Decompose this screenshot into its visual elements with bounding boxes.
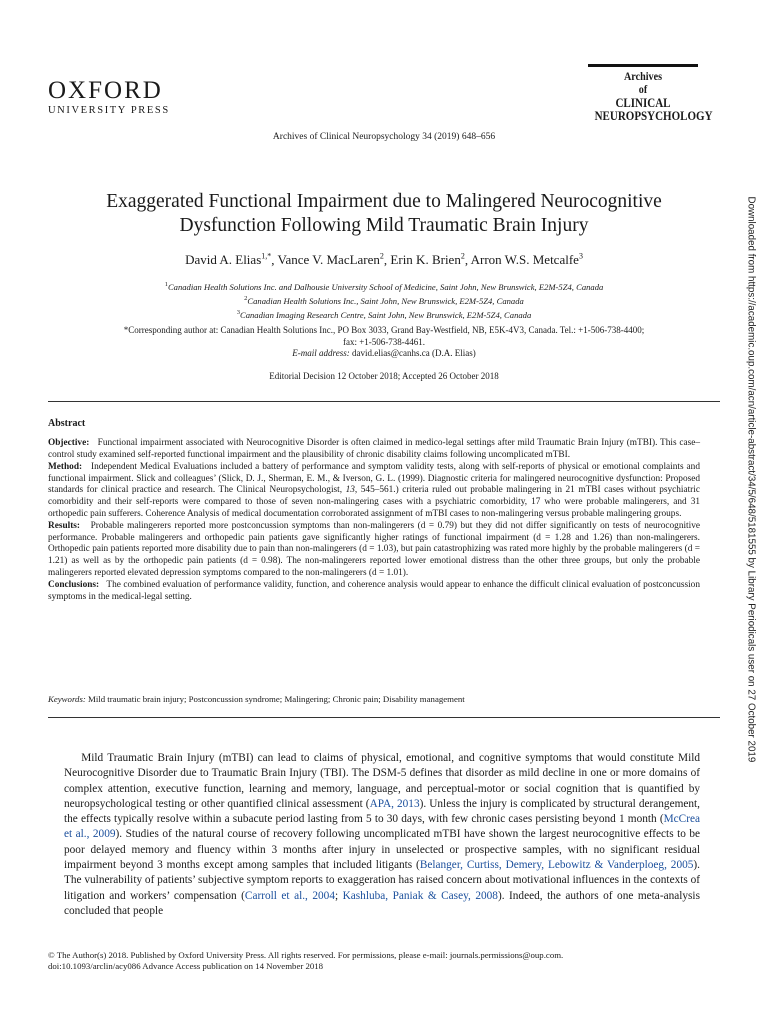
abstract-results: Results: Probable malingerers reported more postconcussion symptoms than non-malingerers (d = 0.79) but they did not differ significantly on tests of neurocognitive performance. Probable malingerers and orthopedic pain patients gave significantly higher ratings of functional impairment (d = 1.28 and 1.26) than non-malingerers. Orthopedic pain patients reported more disability due to pain than non-malingerers (d = 1.03), but pain catastrophizing was rated more highly by the probable malingerers (d = 1.21) as well as by the orthopedic pain patients (d = 0.98). The non-malingerers reported lower emotional distress than the other three groups, but only the probable malingerers reported elevated depression symptoms compared to the non-malingerers (d = 1.01). <box>48 521 700 578</box>
intro-paragraph: Mild Traumatic Brain Injury (mTBI) can lead to claims of physical, emotional, and cognitive symptoms that would constitute Mild Neurocognitive Disorder due to Traumatic Brain Injury (TBI). The DSM-5 defines that disorder as mild decline in one or more domains of complex attention, executive function, learning and memory, language, and perceptual-motor or social cognition that is quantified by neuropsychological testing or other quantified clinical assessment (APA, 2013). Unless the injury is complicated by structural derangement, the effects typically resolve within a subacute period lasting from 5 to 30 days, with few chronic cases persisting beyond 1 month (McCrea et al., 2009). Studies of the natural course of recovery following uncomplicated mTBI have shown the largest neurocognitive effects to be poor delayed memory and fluency within 3 months after injury in unselected or prospective samples, with no significant residual impairment beyond 3 months except among samples that included litigants (Belanger, Curtiss, Demery, Lebowitz & Vanderploeg, 2005). The vulnerability of patients’ subjective symptom reports to exaggeration has raised concern about motivational influences in the contexts of litigation and workers’ compensation (Carroll et al., 2004; Kashluba, Paniak & Casey, 2008). Indeed, the authors of one meta-analysis concluded that people <box>64 752 701 917</box>
author: Arron W.S. Metcalfe$^3$ <box>470 252 583 268</box>
divider <box>48 401 720 402</box>
corresponding-author: *Corresponding author at: Canadian Health Solutions Inc., PO Box 3033, Grand Bay-Westfield, NB, E5K-4V3, Canada. Tel.: +1-506-738-4400; fax: +1-506-738-4461. E-mail address: david.elias@canhs.ca (D.A. Elias) <box>123 325 645 358</box>
abstract-heading: Abstract <box>48 418 86 429</box>
affiliation: $^3$Canadian Imaging Research Centre, Saint John, New Brunswick, E2M-5Z4, Canada <box>236 308 532 320</box>
abstract-method: Method: Independent Medical Evaluations included a battery of performance and symptom validity tests, along with self-reports of physical or emotional complaints and functional impairment. Slick and colleagues’ (Slick, D. J., Sherman, E. M., & Iverson, G. L. (1999). Diagnostic criteria for malingered neurocognitive dysfunction: Proposed standards for clinical practice and research. The Clinical Neuropsychologist, 13, 545–561.) criteria ruled out probable malingering in 21 mTBI cases without psychiatric comorbidity and their self-reports were compared to those of seven non-malingering cases with a psychiatric comorbidity, 17 who were probable malingerers, and 31 orthopedic pain sufferers. Coherence Analysis of medical documentation corroborated assignment of mTBI cases to non-malingering versus probable malingering groups. <box>48 462 700 519</box>
journal-logo <box>588 64 713 123</box>
citation-link[interactable]: APA, 2013 <box>369 797 420 810</box>
affiliation: $^1$Canadian Health Solutions Inc. and Dalhousie University School of Medicine, Saint John, New Brunswick, E2M-5Z4, Canada <box>164 281 604 292</box>
journal-logo-bar <box>588 64 698 67</box>
citation-link[interactable]: McCrea et al., 2009 <box>64 813 700 841</box>
editorial-decision: Editorial Decision 12 October 2018; Accepted 26 October 2018 <box>269 371 499 381</box>
abstract-objective: Objective: Functional impairment associated with Neurocognitive Disorder is often claimed in medico-legal settings after mild Traumatic Brain Injury (mTBI). This case–control study examined self-reported functional impairment and the plausibility of chronic disability claims following uncomplicated mTBI. <box>48 438 700 460</box>
citation-link[interactable]: Carroll et al., 2004 <box>244 889 335 902</box>
oxford-logo <box>48 78 170 116</box>
journal-logo-line: NEUROPSYCHOLOGY <box>594 109 713 123</box>
article-title <box>40 190 728 238</box>
citation-link[interactable]: Belanger, Curtiss, Demery, Lebowitz & Vanderploeg, 2005 <box>419 859 694 872</box>
logo-press-text: UNIVERSITY PRESS <box>48 105 170 116</box>
author: David A. Elias$^{1,*}$ <box>185 252 272 268</box>
keywords: Keywords: Mild traumatic brain injury; Postconcussion syndrome; Malingering; Chronic pain; Disability management <box>48 694 465 704</box>
affiliations <box>40 279 728 321</box>
author: Vance V. MacLaren$^2$ <box>277 252 384 268</box>
author-list: David A. Elias$^{1,*}$, Vance V. MacLaren$^2$, Erin K. Brien$^2$, Arron W.S. Metcalfe$^3$ <box>185 252 583 268</box>
journal-logo-line: Archives <box>623 71 663 83</box>
affiliation: $^2$Canadian Health Solutions Inc., Saint John, New Brunswick, E2M-5Z4, Canada <box>244 294 524 306</box>
citation-link[interactable]: Kashluba, Paniak & Casey, 2008 <box>342 889 498 902</box>
copyright-footer: © The Author(s) 2018. Published by Oxford University Press. All rights reserved. For permissions, please e-mail: journals.permissions@oup.com. doi:10.1093/arclin/acy086 Advance Access publication on 14 November 2018 <box>48 950 564 971</box>
divider <box>48 717 720 718</box>
abstract-conclusions: Conclusions: The combined evaluation of performance validity, function, and coherence analysis would appear to enhance the difficult clinical evaluation of postconcussion symptoms in the medical-legal setting. <box>48 580 700 602</box>
email-address[interactable]: david.elias@canhs.ca (D.A. Elias) <box>351 348 476 358</box>
author: Erin K. Brien$^2$ <box>390 252 465 268</box>
journal-logo-line: CLINICAL <box>615 96 671 110</box>
journal-logo-line: of <box>638 84 648 96</box>
title-line: Dysfunction Following Mild Traumatic Brain Injury <box>179 215 589 236</box>
journal-citation: Archives of Clinical Neuropsychology 34 (2019) 648–656 <box>272 132 496 142</box>
abstract-body <box>48 438 700 604</box>
logo-oxford-text: OXFORD <box>48 77 163 104</box>
download-note: Downloaded from https://academic.oup.com/acn/article-abstract/34/5/648/5181555 by Library Periodicals user on 27 October 2019 <box>745 196 757 763</box>
title-line: Exaggerated Functional Impairment due to Malingered Neurocognitive <box>106 191 662 212</box>
